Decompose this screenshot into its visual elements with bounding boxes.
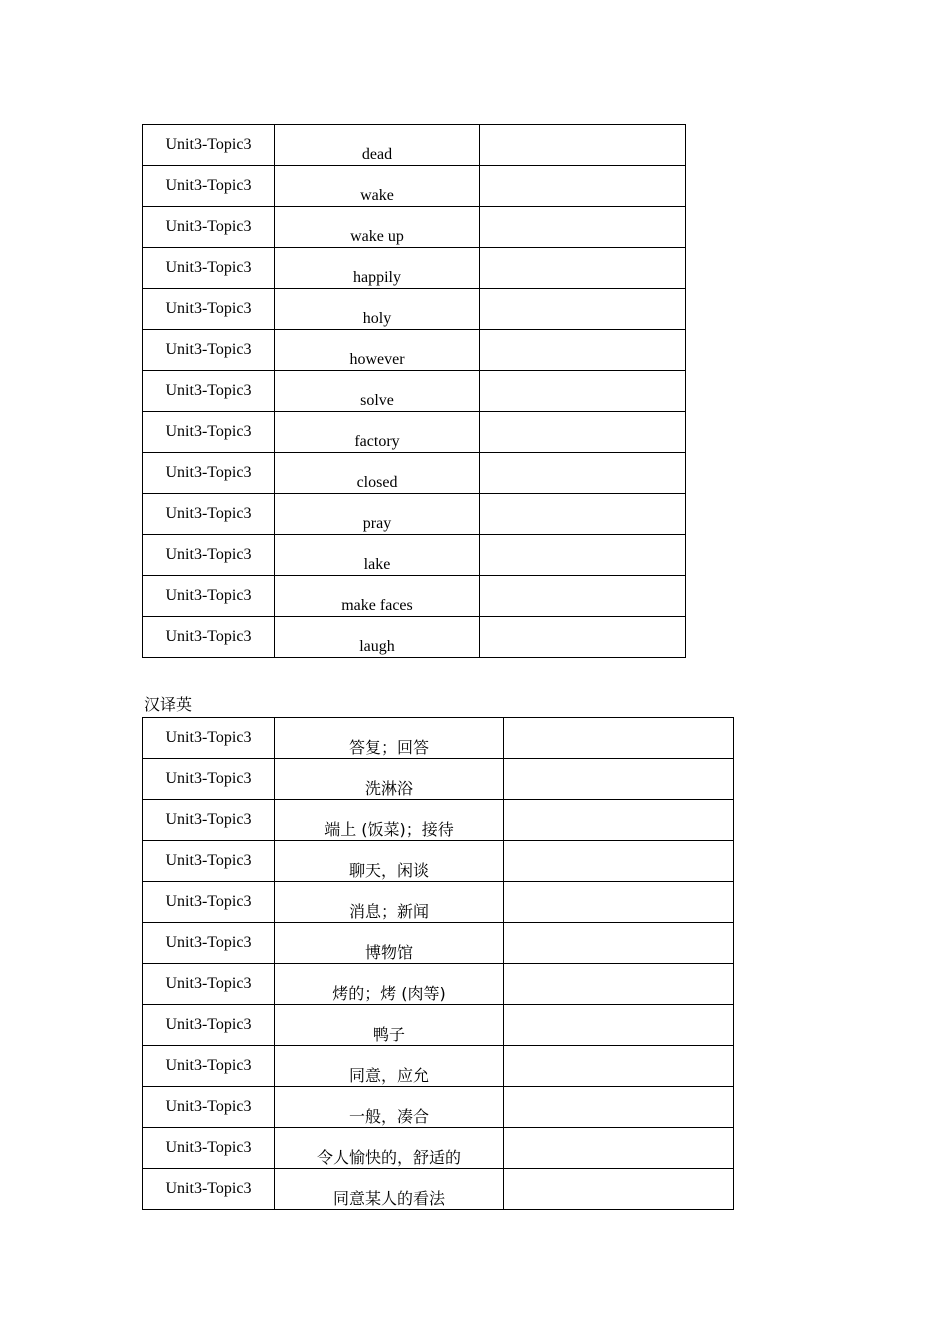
word-cell: 同意，应允 [275, 1046, 504, 1087]
word-cell: 答复；回答 [275, 718, 504, 759]
answer-cell[interactable] [480, 207, 686, 248]
answer-cell[interactable] [504, 1046, 734, 1087]
unit-cell: Unit3-Topic3 [143, 759, 275, 800]
unit-cell: Unit3-Topic3 [143, 207, 275, 248]
chinese-english-table [142, 717, 734, 1210]
word-cell: dead [275, 125, 480, 166]
word-cell: laugh [275, 617, 480, 658]
answer-cell[interactable] [504, 759, 734, 800]
table-row [143, 371, 686, 412]
answer-cell[interactable] [480, 576, 686, 617]
unit-cell: Unit3-Topic3 [143, 371, 275, 412]
word-cell: 令人愉快的，舒适的 [275, 1128, 504, 1169]
table-row [143, 841, 734, 882]
answer-cell[interactable] [504, 923, 734, 964]
unit-cell: Unit3-Topic3 [143, 964, 275, 1005]
word-cell: solve [275, 371, 480, 412]
word-cell: factory [275, 412, 480, 453]
answer-cell[interactable] [480, 125, 686, 166]
word-cell: 同意某人的看法 [275, 1169, 504, 1210]
word-cell: holy [275, 289, 480, 330]
word-cell: 端上 (饭菜)；接待 [275, 800, 504, 841]
answer-cell[interactable] [480, 289, 686, 330]
answer-cell[interactable] [504, 1128, 734, 1169]
table-row [143, 494, 686, 535]
word-cell: pray [275, 494, 480, 535]
unit-cell: Unit3-Topic3 [143, 1005, 275, 1046]
unit-cell: Unit3-Topic3 [143, 1169, 275, 1210]
table-row [143, 964, 734, 1005]
table-row [143, 248, 686, 289]
table-row [143, 412, 686, 453]
table-row [143, 759, 734, 800]
answer-cell[interactable] [480, 166, 686, 207]
table-row [143, 125, 686, 166]
answer-cell[interactable] [480, 617, 686, 658]
unit-cell: Unit3-Topic3 [143, 412, 275, 453]
word-cell: 鸭子 [275, 1005, 504, 1046]
table-row [143, 289, 686, 330]
unit-cell: Unit3-Topic3 [143, 125, 275, 166]
word-cell: wake up [275, 207, 480, 248]
table-row [143, 800, 734, 841]
word-cell: lake [275, 535, 480, 576]
unit-cell: Unit3-Topic3 [143, 617, 275, 658]
word-cell: 博物馆 [275, 923, 504, 964]
answer-cell[interactable] [504, 1005, 734, 1046]
unit-cell: Unit3-Topic3 [143, 1046, 275, 1087]
word-cell: make faces [275, 576, 480, 617]
table-row [143, 535, 686, 576]
english-chinese-table [142, 124, 686, 658]
answer-cell[interactable] [480, 412, 686, 453]
word-cell: happily [275, 248, 480, 289]
unit-cell: Unit3-Topic3 [143, 330, 275, 371]
table-row [143, 207, 686, 248]
unit-cell: Unit3-Topic3 [143, 248, 275, 289]
answer-cell[interactable] [504, 964, 734, 1005]
word-cell: wake [275, 166, 480, 207]
table-row [143, 453, 686, 494]
table-row [143, 330, 686, 371]
answer-cell[interactable] [504, 1087, 734, 1128]
unit-cell: Unit3-Topic3 [143, 800, 275, 841]
answer-cell[interactable] [480, 494, 686, 535]
unit-cell: Unit3-Topic3 [143, 453, 275, 494]
unit-cell: Unit3-Topic3 [143, 576, 275, 617]
answer-cell[interactable] [504, 1169, 734, 1210]
table-row [143, 1169, 734, 1210]
unit-cell: Unit3-Topic3 [143, 289, 275, 330]
table-row [143, 923, 734, 964]
table-row [143, 1046, 734, 1087]
section-label-chinese-to-english: 汉译英 [144, 695, 193, 714]
table-row [143, 1087, 734, 1128]
answer-cell[interactable] [504, 718, 734, 759]
table-row [143, 1005, 734, 1046]
unit-cell: Unit3-Topic3 [143, 535, 275, 576]
unit-cell: Unit3-Topic3 [143, 718, 275, 759]
unit-cell: Unit3-Topic3 [143, 841, 275, 882]
unit-cell: Unit3-Topic3 [143, 1087, 275, 1128]
word-cell: 消息；新闻 [275, 882, 504, 923]
answer-cell[interactable] [480, 535, 686, 576]
answer-cell[interactable] [480, 453, 686, 494]
answer-cell[interactable] [480, 371, 686, 412]
table-row [143, 882, 734, 923]
word-cell: 烤的；烤 (肉等) [275, 964, 504, 1005]
word-cell: 一般，凑合 [275, 1087, 504, 1128]
table-row [143, 617, 686, 658]
unit-cell: Unit3-Topic3 [143, 1128, 275, 1169]
word-cell: 聊天，闲谈 [275, 841, 504, 882]
answer-cell[interactable] [480, 330, 686, 371]
table-row [143, 166, 686, 207]
answer-cell[interactable] [504, 800, 734, 841]
word-cell: 洗淋浴 [275, 759, 504, 800]
word-cell: however [275, 330, 480, 371]
unit-cell: Unit3-Topic3 [143, 166, 275, 207]
answer-cell[interactable] [504, 882, 734, 923]
answer-cell[interactable] [504, 841, 734, 882]
table-row [143, 718, 734, 759]
table-row [143, 1128, 734, 1169]
answer-cell[interactable] [480, 248, 686, 289]
unit-cell: Unit3-Topic3 [143, 923, 275, 964]
unit-cell: Unit3-Topic3 [143, 882, 275, 923]
unit-cell: Unit3-Topic3 [143, 494, 275, 535]
table-row [143, 576, 686, 617]
word-cell: closed [275, 453, 480, 494]
